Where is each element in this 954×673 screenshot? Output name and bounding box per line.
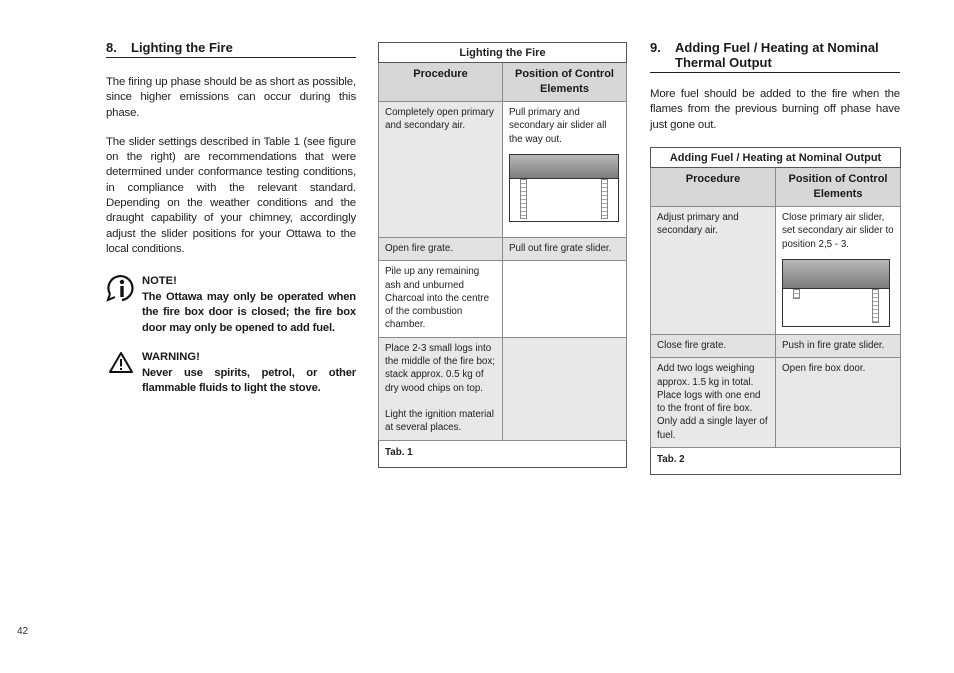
slider-diagram: [509, 154, 619, 222]
position-cell: Pull out fire grate slider.: [503, 238, 627, 261]
secondary-air-rod: [601, 179, 608, 219]
note-text: The Ottawa may only be operated when the fire box door is closed; the fire box door may only be opened to add fuel.: [142, 290, 356, 334]
procedure-text: Place 2-3 small logs into the middle of the fire box; stack approx. 0.5 kg of dry wood chips on top.: [385, 342, 496, 394]
table-2: [650, 147, 901, 475]
column-header-procedure: Procedure: [651, 168, 776, 207]
info-icon: [106, 274, 138, 302]
section-8-heading: [106, 40, 356, 58]
section-9: [650, 40, 900, 133]
warning-triangle-icon: [106, 350, 138, 378]
table-footer: Tab. 1: [379, 440, 627, 467]
page-number: 42: [17, 626, 29, 637]
primary-air-rod: [793, 289, 800, 299]
table-row: [379, 337, 627, 440]
column-header-position: Position of Control Elements: [776, 168, 901, 207]
position-text: Close primary air slider, set secondary air slider to position 2,5 - 3.: [782, 212, 894, 250]
table-footer: Tab. 2: [651, 448, 901, 475]
table-row: [379, 238, 627, 261]
section-number: 9.: [650, 40, 661, 55]
position-text: Pull primary and secondary air slider all the way out.: [509, 107, 607, 145]
column-header-procedure: Procedure: [379, 63, 503, 102]
section-number: 8.: [106, 40, 117, 55]
table-1: [378, 42, 627, 468]
procedure-cell: Add two logs weighing approx. 1.5 kg in total. Place logs with one end to the front of fire box. Only add a single layer of fuel.: [651, 358, 776, 448]
warning-text: Never use spirits, petrol, or other flammable fluids to light the stove.: [142, 366, 356, 395]
procedure-cell: Completely open primary and secondary air.: [379, 102, 503, 238]
section-9-heading: [650, 40, 900, 73]
column-header-position: Position of Control Elements: [503, 63, 627, 102]
procedure-cell: [379, 337, 503, 440]
fuel-paragraph: More fuel should be added to the fire when the flames from the previous burning off phase have just gone out.: [650, 88, 900, 131]
position-cell: [503, 102, 627, 238]
slider-paragraph: The slider settings described in Table 1 (see figure on the right) are recommendations that were determined under conformance testing conditions, in compliance with the relevant standard. Depending on the weather conditions and the draught capability of your chimney, accordingly adjust the slider positions for your Ottawa to the local conditions.: [106, 135, 356, 255]
intro-paragraph: The firing up phase should be as short as possible, since higher emissions can occur during this phase.: [106, 76, 356, 119]
section-title: Adding Fuel / Heating at Nominal Thermal Output: [675, 40, 879, 70]
section-title: Lighting the Fire: [131, 40, 233, 55]
procedure-cell: Pile up any remaining ash and unburned Charcoal into the centre of the combustion chamber.: [379, 261, 503, 337]
table-caption: Adding Fuel / Heating at Nominal Output: [651, 148, 901, 168]
position-cell: Push in fire grate slider.: [776, 335, 901, 358]
position-cell: [503, 261, 627, 337]
primary-air-rod: [520, 179, 527, 219]
table-caption: Lighting the Fire: [379, 43, 627, 63]
slider-bar: [783, 260, 889, 289]
note-callout: [106, 274, 356, 336]
table-row: [379, 261, 627, 337]
warning-label: WARNING!: [142, 351, 200, 364]
secondary-air-rod: [872, 289, 879, 323]
note-label: NOTE!: [142, 275, 177, 288]
procedure-text-extra: Light the ignition material at several places.: [385, 408, 494, 434]
procedure-cell: Adjust primary and secondary air.: [651, 207, 776, 335]
position-cell: [503, 337, 627, 440]
table-row: [651, 207, 901, 335]
slider-bar: [510, 155, 618, 179]
table-row: [651, 358, 901, 448]
slider-diagram: [782, 259, 890, 327]
procedure-cell: Close fire grate.: [651, 335, 776, 358]
position-cell: [776, 207, 901, 335]
section-8: [106, 40, 356, 397]
table-row: [379, 102, 627, 238]
table-row: [651, 335, 901, 358]
procedure-cell: Open fire grate.: [379, 238, 503, 261]
position-cell: Open fire box door.: [776, 358, 901, 448]
warning-callout: [106, 350, 356, 397]
